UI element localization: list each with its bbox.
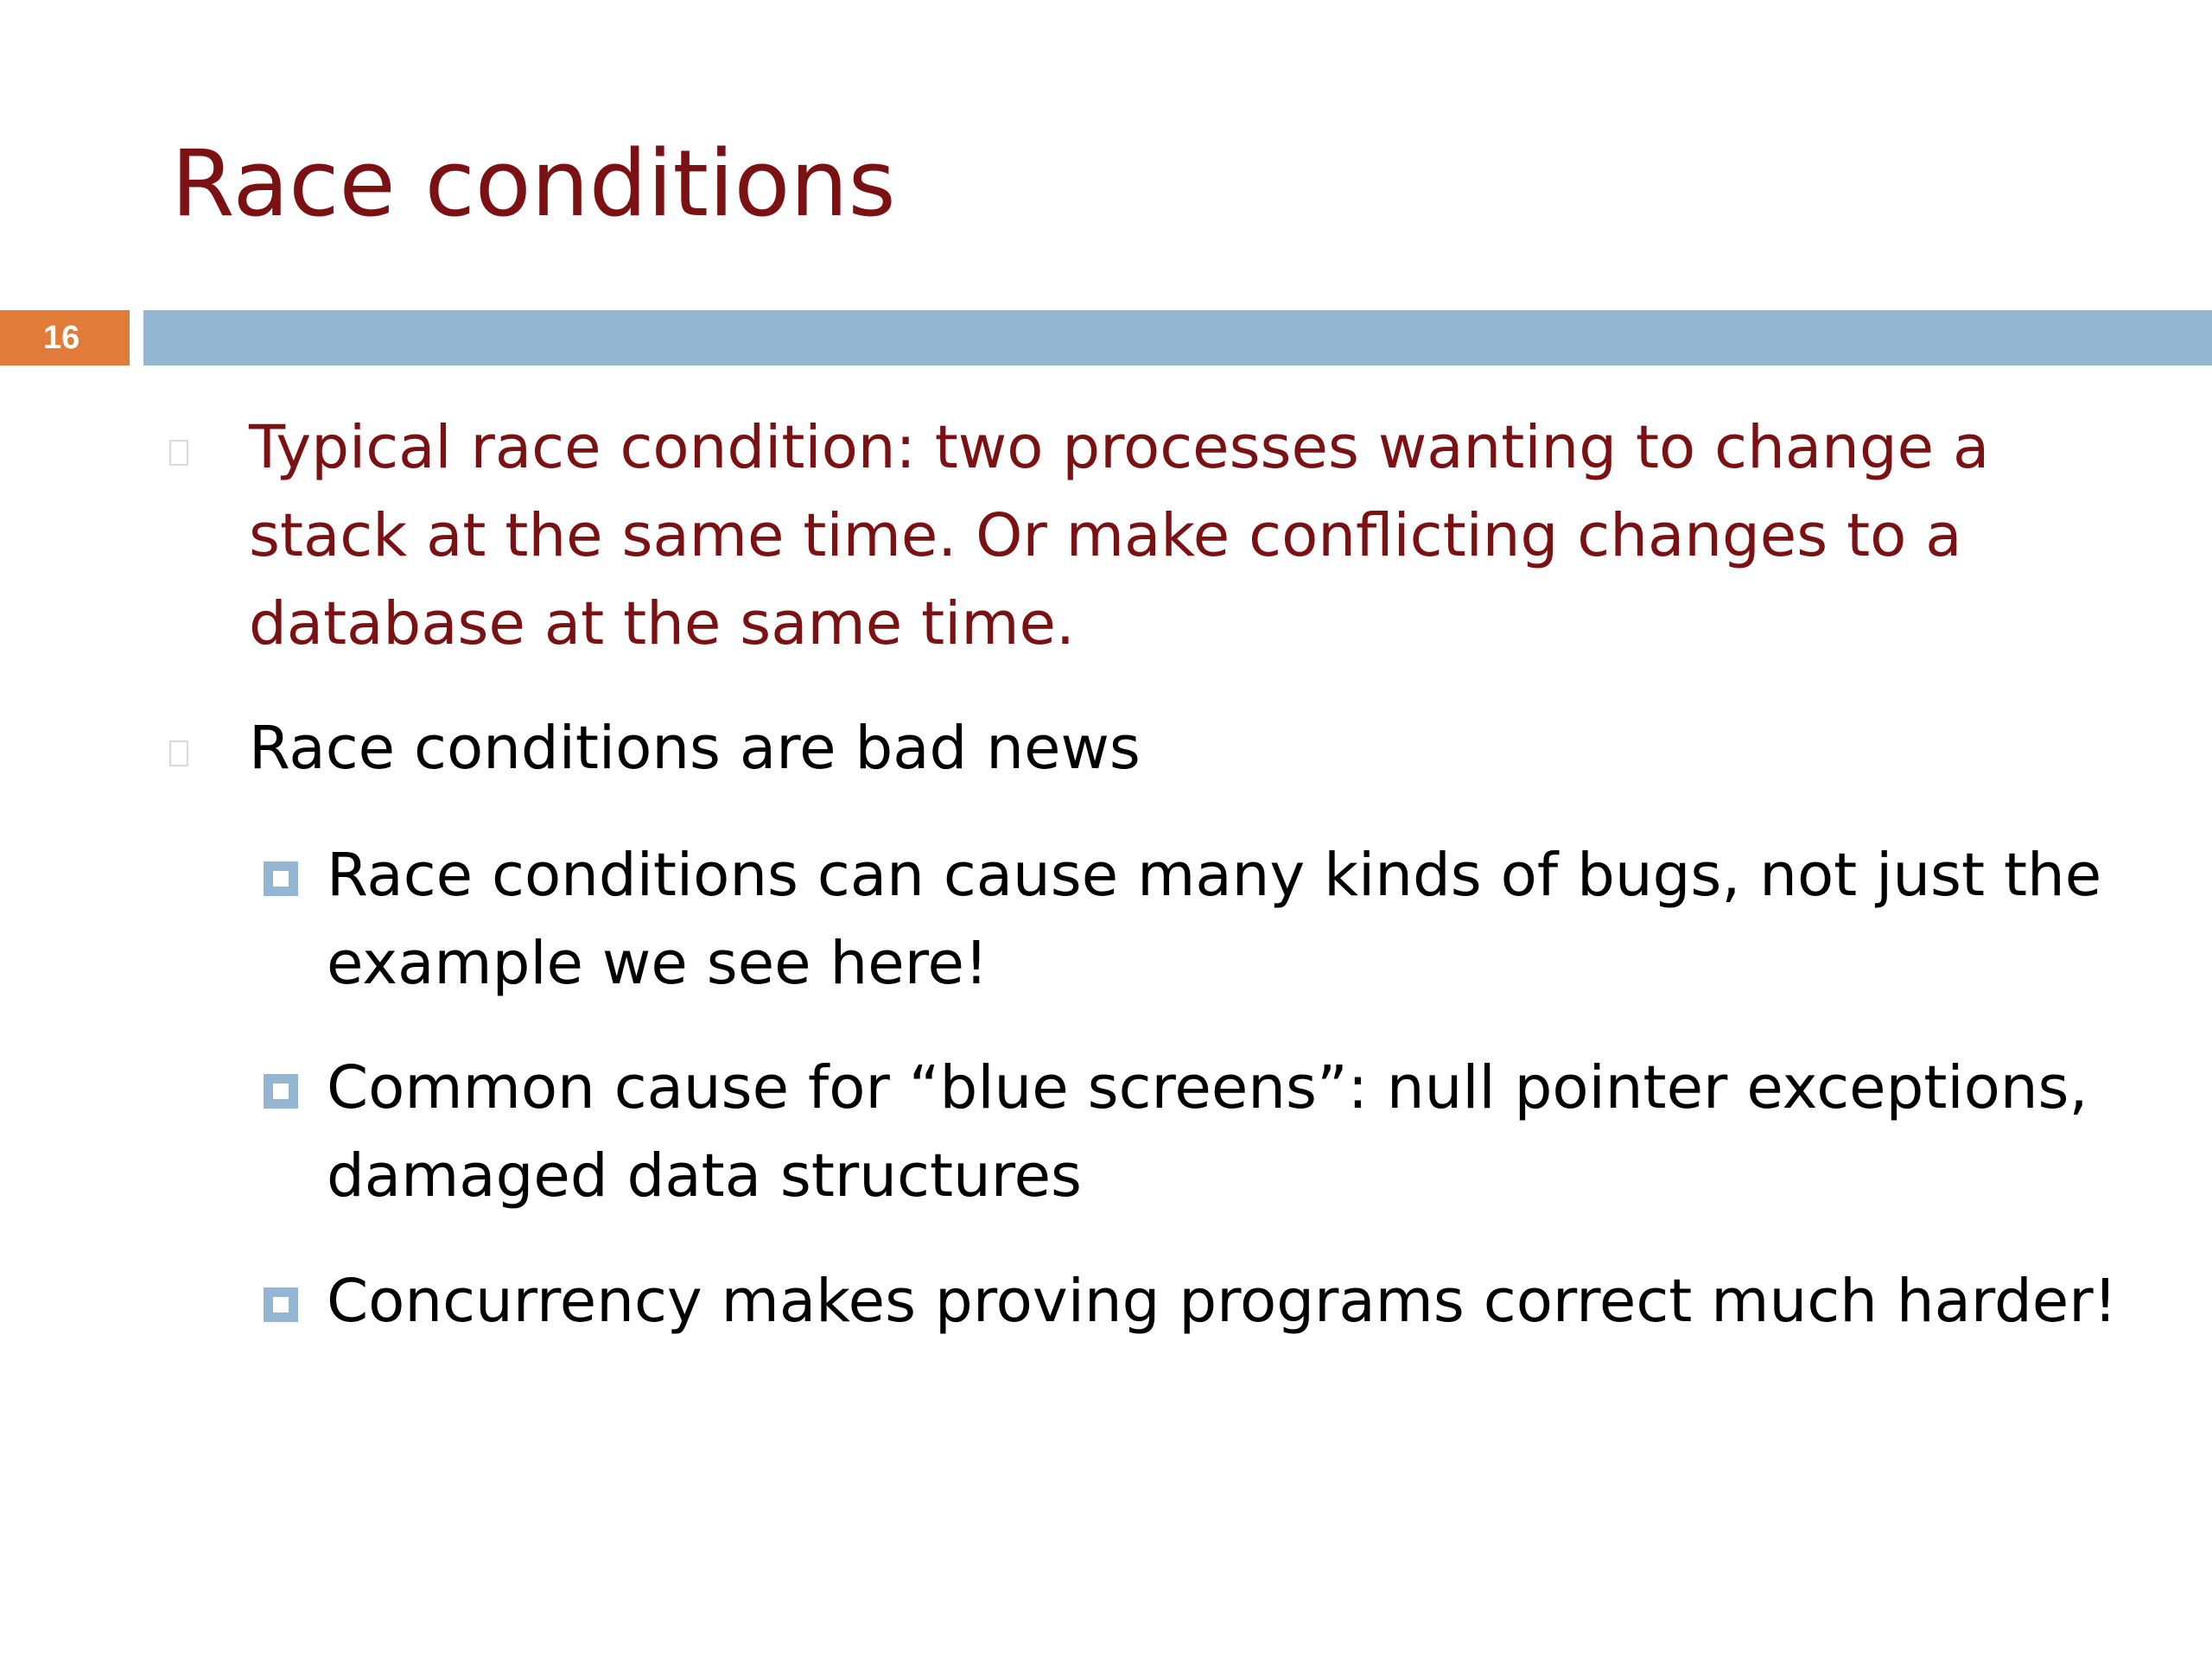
square-bullet-icon [264, 861, 298, 896]
bullet-text: Typical race condition: two processes wanting to change a stack at the same time. Or make conflicting changes to a database at the same time. [249, 413, 1990, 658]
bullet-text: Race conditions are bad news [249, 714, 1141, 783]
page-number-badge: 16 [0, 310, 130, 365]
slide-title: Race conditions [171, 130, 896, 237]
square-bullet-icon [264, 1287, 298, 1322]
header-bar [143, 310, 2212, 365]
sub-bullet-text: Concurrency makes proving programs correct much harder! [327, 1267, 2118, 1336]
bullet-marker-icon [169, 440, 188, 466]
bullet-marker-icon [169, 741, 188, 766]
square-bullet-icon [264, 1074, 298, 1109]
sub-bullet-text: Race conditions can cause many kinds of bugs, not just the example we see here! [327, 841, 2102, 998]
sub-bullet-text: Common cause for “blue screens”: null pointer exceptions, damaged data structures [327, 1053, 2088, 1211]
